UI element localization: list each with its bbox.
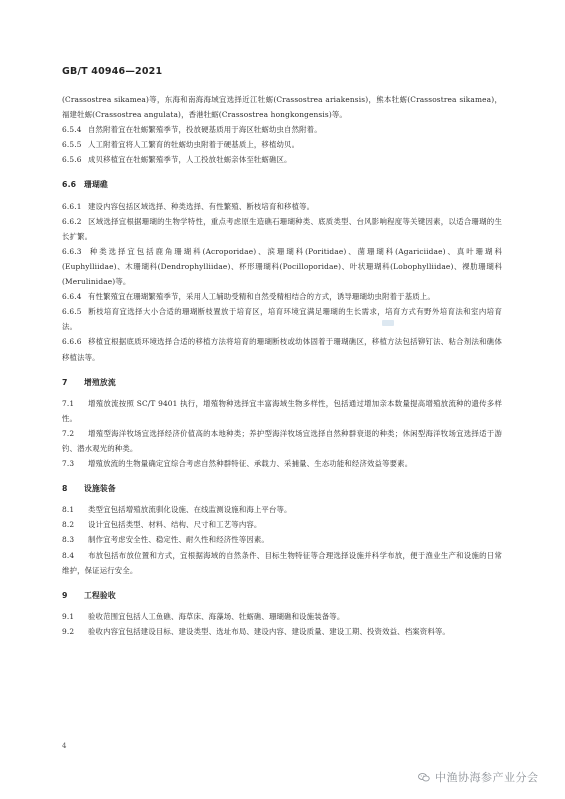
clause-number: 8.2 (62, 520, 75, 530)
clause-number: 6.5.4 (62, 125, 82, 135)
clause-paragraph (62, 244, 502, 289)
clause-text: 类型宜包括增殖放流驯化设施、在线监测设施和海上平台等。 (88, 505, 292, 515)
clause-text: 增殖放流 (84, 377, 116, 387)
watermark (418, 769, 539, 785)
clause-paragraph (62, 304, 502, 334)
clause-number: 7.1 (62, 398, 75, 408)
clause-number: 6.6.5 (62, 307, 82, 317)
clause-paragraph (62, 426, 502, 456)
clause-number: 6.5.6 (62, 155, 82, 165)
clause-paragraph (62, 199, 502, 214)
clause-text: 移植宜根据底质环境选择合适的移植方法将培育的珊瑚断枝或幼体固着于珊瑚礁区，移植方法包括铆钉法、粘合剂法和礁体移植法等。 (62, 337, 502, 362)
clause-text: 自然附着宜在牡蛎繁殖季节，投放硬基质用于海区牡蛎幼虫自然附着。 (88, 125, 322, 135)
clause-number: 6.6 (62, 180, 77, 190)
section-heading (62, 481, 502, 496)
clause-number: 7.2 (62, 428, 75, 438)
section-heading (62, 375, 502, 390)
clause-text: 增殖型海洋牧场宜选择经济价值高的本地种类；养护型海洋牧场宜选择自然种群衰退的种类；休闲型海洋牧场宜选择适于游钓、潜水观光的种类。 (62, 428, 502, 453)
section-heading (62, 588, 502, 603)
clause-text: 建设内容包括区域选择、种类选择、有性繁殖、断枝培育和移植等。 (88, 201, 315, 211)
clause-number: 6.5.5 (62, 140, 82, 150)
clause-number: 6.6.4 (62, 292, 82, 302)
clause-text: 设计宜包括类型、材料、结构、尺寸和工艺等内容。 (88, 520, 262, 530)
clause-paragraph (62, 456, 502, 471)
clause-paragraph (62, 624, 502, 639)
clause-paragraph (62, 517, 502, 532)
clause-number: 7 (62, 377, 68, 387)
clause-paragraph (62, 334, 502, 364)
clause-text: (Crassostrea sikamea)等，东海和南海海域宜选择近江牡蛎(Crassostrea ariakensis)，熊本牡蛎(Crassostrea sikamea)，福建牡蛎(Crassostrea angulata)，香港牡蛎(Crassostrea hongkongensis)等。 (62, 95, 502, 120)
standard-code: GB/T 40946—2021 (62, 66, 163, 77)
page-number: 4 (62, 742, 67, 750)
clause-text: 设施装备 (84, 484, 116, 494)
clause-number: 6.6.6 (62, 337, 82, 347)
section-heading (62, 177, 502, 192)
clause-text: 成贝移植宜在牡蛎繁殖季节，人工投放牡蛎亲体至牡蛎礁区。 (88, 155, 292, 165)
clause-paragraph (62, 609, 502, 624)
clause-number: 8.3 (62, 535, 75, 545)
clause-number: 7.3 (62, 459, 75, 469)
clause-text: 布放包括布放位置和方式，宜根据海域的自然条件、目标生物特征等合理选择设施并科学布放，便于渔业生产和设施的日常维护，保证运行安全。 (62, 550, 502, 575)
clause-paragraph (62, 548, 502, 578)
clause-text: 珊瑚礁 (84, 180, 108, 190)
clause-text: 制作宜考虑安全性、稳定性、耐久性和经济性等因素。 (88, 535, 269, 545)
clause-text: 增殖放流按照 SC/T 9401 执行，增殖物种选择宜丰富海域生物多样性，包括通过增加亲本数量提高增殖放流种的遗传多样性。 (62, 398, 502, 423)
clause-number: 6.6.2 (62, 216, 82, 226)
clause-number: 6.6.3 (62, 246, 82, 256)
clause-number: 8.1 (62, 505, 75, 515)
clause-text: 增殖放流的生物量确定宜综合考虑自然种群特征、承载力、采捕量、生态功能和经济效益等要素。 (88, 459, 413, 469)
continued-paragraph (62, 92, 502, 122)
watermark-text: 中渔协海参产业分会 (435, 771, 539, 784)
clause-number: 8.4 (62, 550, 75, 560)
clause-text: 工程验收 (84, 590, 116, 600)
clause-paragraph (62, 396, 502, 426)
clause-paragraph (62, 532, 502, 547)
clause-number: 9.1 (62, 611, 75, 621)
clause-paragraph (62, 152, 502, 167)
clause-paragraph (62, 122, 502, 137)
clause-number: 9 (62, 590, 68, 600)
clause-number: 9.2 (62, 626, 75, 636)
clause-number: 6.6.1 (62, 201, 82, 211)
wechat-icon (418, 773, 430, 782)
clause-number: 8 (62, 484, 68, 494)
clause-paragraph (62, 137, 502, 152)
clause-text: 有性繁殖宜在珊瑚繁殖季节，采用人工辅助受精和自然受精相结合的方式，诱导珊瑚幼虫附着于基质上。 (88, 292, 435, 302)
clause-paragraph (62, 214, 502, 244)
document-body (62, 92, 502, 639)
clause-paragraph (62, 289, 502, 304)
clause-text: 断枝培育宜选择大小合适的珊瑚断枝置放于培育区，培育环境宜满足珊瑚的生长需求，培育方式有野外培育法和室内培育法。 (62, 307, 502, 332)
clause-text: 验收内容宜包括建设目标、建设类型、选址布局、建设内容、建设质量、建设工期、投资效益、档案资料等。 (88, 626, 450, 636)
clause-text: 人工附着宜将人工繁育的牡蛎幼虫附着于硬基质上，移植幼贝。 (88, 140, 300, 150)
clause-paragraph (62, 502, 502, 517)
clause-text: 验收范围宜包括人工鱼礁、海草床、海藻场、牡蛎礁、珊瑚礁和设施装备等。 (88, 611, 345, 621)
clause-text: 种类选择宜包括鹿角珊瑚科(Acroporidae)、滨珊瑚科(Poritidae)、菌珊瑚科(Agariciidae)、真叶珊瑚科(Euphylliidae)、木珊瑚科(Dendrophylliidae)、杯形珊瑚科(Pocilloporidae)、叶状珊瑚科(Lobophylliidae)、裸肋珊瑚科(Merulinidae)等。 (62, 246, 502, 287)
clause-text: 区域选择宜根据珊瑚的生物学特性，重点考虑原生造礁石珊瑚种类、底质类型、台风影响程度等关键因素，以适合珊瑚的生长扩繁。 (62, 216, 502, 241)
